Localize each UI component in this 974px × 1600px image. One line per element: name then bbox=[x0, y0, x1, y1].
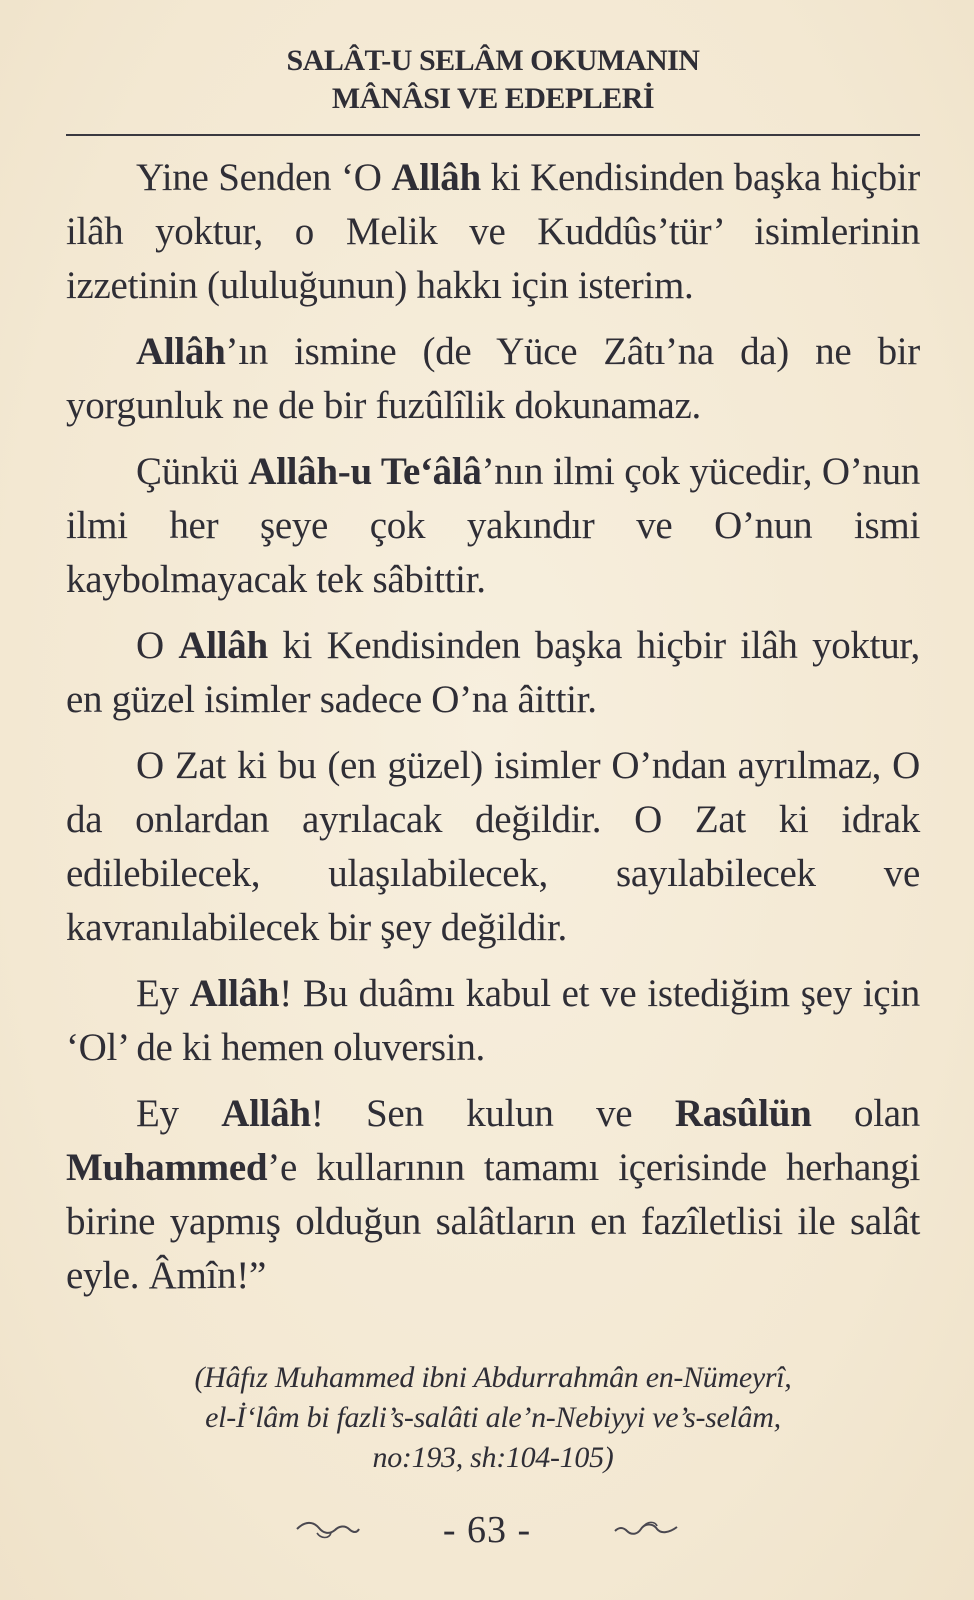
text-run: ’e kullarının tamamı içerisinde herhangi birine yapmış olduğun salâtların en fazîletlisi ile salât eyle. Âmîn!” bbox=[66, 1146, 920, 1297]
paragraph-1 bbox=[66, 151, 920, 313]
text-run: ! Bu duâmı kabul et ve istediğim şey için ‘Ol’ de ki hemen oluversin. bbox=[66, 972, 920, 1069]
text-run: olan bbox=[811, 1092, 920, 1135]
paragraph-7 bbox=[66, 1087, 920, 1303]
header-line-2: MÂNÂSI VE EDEPLERİ bbox=[331, 82, 655, 115]
text-run: Ey bbox=[136, 1092, 222, 1135]
text-run: O Zat ki bu (en güzel) isimler O’ndan ayrılmaz, O da onlardan ayrılacak değildir. O Zat ki idrak edilebilecek, ulaşılabilecek, sayılabilecek ve kavranılabilecek bir şey değildir. bbox=[66, 744, 920, 949]
text-run: ki Kendisinden başka hiçbir ilâh yoktur, en güzel isimler sadece O’na âittir. bbox=[66, 624, 920, 721]
text-run: Çünkü bbox=[136, 450, 249, 493]
text-run: ki Kendisinden başka hiçbir ilâh yoktur, o Melik ve Kuddûs’tür’ isimlerinin izzetinin (ululuğunun) hakkı için isterim. bbox=[66, 156, 920, 307]
page-number: - 63 - bbox=[442, 1509, 532, 1551]
bold-name: Allâh bbox=[178, 624, 268, 667]
text-run: ! Sen kulun ve bbox=[310, 1092, 675, 1135]
text-run: O bbox=[136, 624, 179, 667]
paragraph-3 bbox=[66, 445, 920, 607]
text-run: Yine Senden ‘O bbox=[136, 156, 392, 199]
bold-name: Muhammed bbox=[66, 1146, 268, 1189]
paragraph-4 bbox=[66, 619, 920, 727]
header-divider bbox=[66, 134, 920, 136]
bold-name: Allâh bbox=[221, 1092, 311, 1135]
bold-name: Allâh-u Te‘âlâ bbox=[248, 450, 482, 493]
text-run: ’nın ilmi çok yücedir, O’nun ilmi her şeye çok yakındır ve O’nun ismi kaybolmayacak tek sâbittir. bbox=[66, 450, 920, 601]
running-header bbox=[66, 42, 920, 118]
citation-line-2: el-İ‘lâm bi fazli’s-salâti ale’n-Nebiyyi ve’s-selâm, bbox=[205, 1401, 781, 1434]
citation-line-3: no:193, sh:104-105) bbox=[372, 1441, 614, 1474]
source-citation bbox=[66, 1358, 920, 1478]
text-run: ’ın ismine (de Yüce Zâtı’na da) ne bir yorgunluk ne de bir fuzûlîlik dokunamaz. bbox=[66, 330, 920, 427]
page-footer bbox=[0, 1500, 974, 1560]
bold-name: Allâh bbox=[391, 156, 481, 199]
header-line-1: SALÂT-U SELÂM OKUMANIN bbox=[286, 44, 700, 77]
bold-name: Rasûlün bbox=[674, 1092, 812, 1135]
text-run: Ey bbox=[136, 972, 190, 1015]
bold-name: Allâh bbox=[189, 972, 280, 1015]
page-body bbox=[66, 151, 920, 1315]
flourish-left-icon bbox=[293, 1515, 363, 1545]
flourish-right-icon bbox=[611, 1515, 681, 1545]
bold-name: Allâh bbox=[136, 330, 226, 373]
paragraph-5 bbox=[66, 739, 920, 955]
paragraph-2 bbox=[66, 325, 920, 433]
citation-line-1: (Hâfız Muhammed ibni Abdurrahmân en-Nümeyrî, bbox=[194, 1361, 792, 1394]
paragraph-6 bbox=[66, 967, 920, 1075]
